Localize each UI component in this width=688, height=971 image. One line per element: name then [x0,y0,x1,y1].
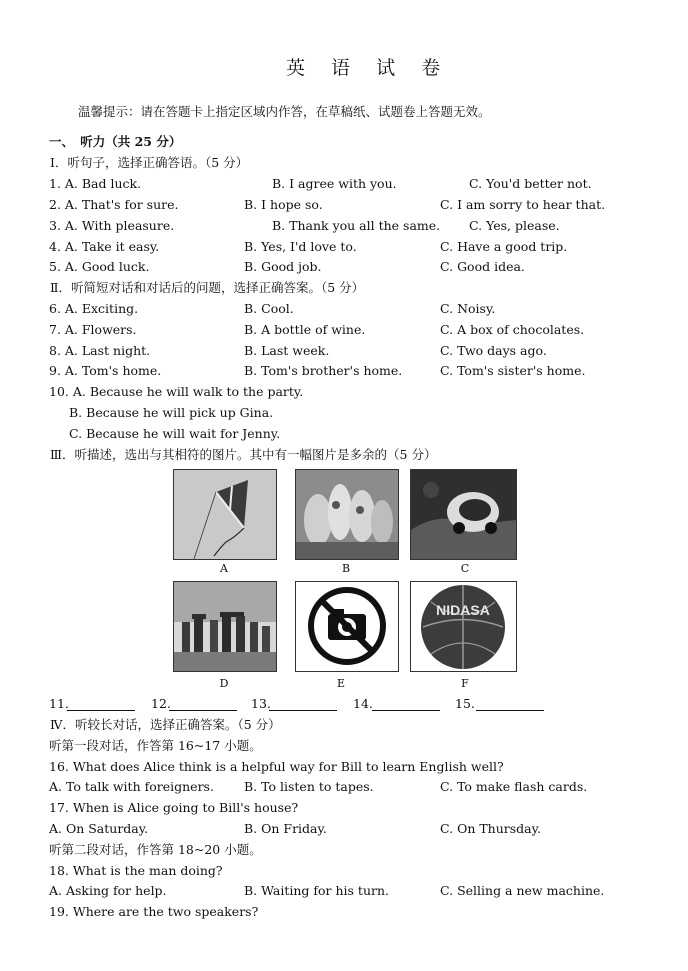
question-3-option-b: B. Thank you all the same. [272,218,441,233]
answer-blank-12-label: 12. [151,696,171,711]
stonehenge-icon [174,582,276,671]
answer-blank-15[interactable] [476,710,544,711]
answer-blank-13[interactable] [269,710,337,711]
picture-c-vehicle [410,469,517,560]
picture-caption-e: E [336,677,346,690]
section-listening-heading: 一、 听力（共 25 分） [49,134,182,149]
question-17-text: 17. When is Alice going to Bill's house? [49,800,299,815]
part-i-heading: Ⅰ．听句子，选择正确答语。（5 分） [50,155,249,170]
question-17-option-a: A. On Saturday. [49,821,149,836]
question-7-option-c: C. A box of chocolates. [440,322,585,337]
answer-blank-11[interactable] [67,710,135,711]
picture-f-basketball [410,581,517,672]
picture-caption-b: B [341,562,351,575]
question-17-option-c: C. On Thursday. [440,821,541,836]
question-1-option-b: B. I agree with you. [272,176,397,191]
question-5-option-c: C. Good idea. [440,259,525,274]
question-8-option-a: 8. A. Last night. [49,343,151,358]
question-18-option-b: B. Waiting for his turn. [244,883,390,898]
question-9-option-c: C. Tom's sister's home. [440,363,586,378]
question-18-option-c: C. Selling a new machine. [440,883,605,898]
picture-caption-a: A [220,562,228,575]
rock-formation-icon [296,470,398,559]
question-18-text: 18. What is the man doing? [49,863,223,878]
question-1-option-a: 1. A. Bad luck. [49,176,142,191]
question-6-option-c: C. Noisy. [440,301,496,316]
question-18-option-a: A. Asking for help. [49,883,167,898]
question-9-option-b: B. Tom's brother's home. [244,363,403,378]
question-5-option-a: 5. A. Good luck. [49,259,150,274]
question-2-option-c: C. I am sorry to hear that. [440,197,606,212]
question-4-option-a: 4. A. Take it easy. [49,239,160,254]
question-9-option-a: 9. A. Tom's home. [49,363,162,378]
kite-icon [174,470,276,559]
question-2-option-a: 2. A. That's for sure. [49,197,179,212]
basketball-icon [411,582,516,671]
answer-blank-13-label: 13. [251,696,271,711]
question-10-option-c: C. Because he will wait for Jenny. [69,426,281,441]
question-1-option-c: C. You'd better not. [469,176,592,191]
picture-caption-f: F [461,677,469,690]
question-3-option-a: 3. A. With pleasure. [49,218,175,233]
question-7-option-a: 7. A. Flowers. [49,322,137,337]
question-10-option-b: B. Because he will pick up Gina. [69,405,274,420]
question-8-option-c: C. Two days ago. [440,343,547,358]
picture-b-rocks [295,469,399,560]
picture-e-no-camera-sign [295,581,399,672]
picture-caption-c: C [460,562,470,575]
question-4-option-c: C. Have a good trip. [440,239,568,254]
question-3-option-c: C. Yes, please. [469,218,560,233]
question-4-option-b: B. Yes, I'd love to. [244,239,357,254]
question-2-option-b: B. I hope so. [244,197,323,212]
question-19-text: 19. Where are the two speakers? [49,904,259,919]
picture-caption-d: D [219,677,229,690]
question-8-option-b: B. Last week. [244,343,330,358]
page-title: 英 语 试 卷 [286,57,451,79]
question-7-option-b: B. A bottle of wine. [244,322,366,337]
question-17-option-b: B. On Friday. [244,821,327,836]
answer-blank-14-label: 14. [353,696,373,711]
part-iv-heading: Ⅳ．听较长对话，选择正确答案。（5 分） [50,717,281,732]
question-6-option-b: B. Cool. [244,301,294,316]
question-6-option-a: 6. A. Exciting. [49,301,139,316]
part-iii-heading: Ⅲ．听描述，选出与其相符的图片。其中有一幅图片是多余的（5 分） [50,447,437,462]
notice: 温馨提示：请在答题卡上指定区域内作答，在草稿纸、试题卷上答题无效。 [78,104,491,119]
part-ii-heading: Ⅱ．听简短对话和对话后的问题，选择正确答案。（5 分） [50,280,365,295]
no-photography-icon [296,582,398,671]
answer-blank-11-label: 11. [49,696,69,711]
answer-blank-12[interactable] [169,710,237,711]
picture-d-stonehenge [173,581,277,672]
question-16-option-b: B. To listen to tapes. [244,779,374,794]
answer-blank-15-label: 15. [455,696,475,711]
dialog-2-instruction: 听第二段对话，作答第 18~20 小题。 [49,842,262,857]
car-icon [411,470,516,559]
question-10-option-a: 10. A. Because he will walk to the party. [49,384,304,399]
question-16-option-c: C. To make flash cards. [440,779,588,794]
question-5-option-b: B. Good job. [244,259,322,274]
picture-a-kite [173,469,277,560]
ball-brand-text: NIDASA [436,602,490,618]
question-16-option-a: A. To talk with foreigners. [49,779,214,794]
question-16-text: 16. What does Alice think is a helpful way for Bill to learn English well? [49,759,504,774]
answer-blank-14[interactable] [372,710,440,711]
dialog-1-instruction: 听第一段对话，作答第 16~17 小题。 [49,738,262,753]
